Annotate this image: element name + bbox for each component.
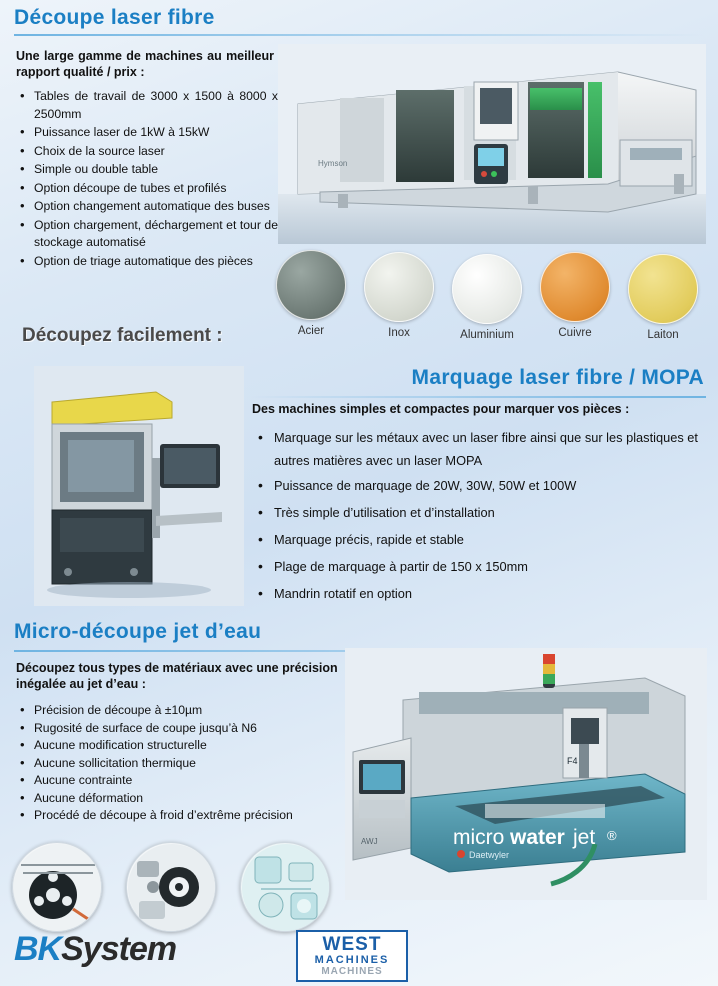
section-title-waterjet: Micro-découpe jet d’eau xyxy=(14,620,262,643)
material-disc xyxy=(540,252,610,322)
list-item: • Tables de travail de 3000 x 1500 à 8000 x 2500mm xyxy=(16,88,278,123)
material-disc xyxy=(364,252,434,322)
list-item: • Puissance laser de 1kW à 15kW xyxy=(16,124,278,142)
laser-marking-bullet-list xyxy=(252,426,704,607)
material-label: Acier xyxy=(297,325,325,337)
footer-brand-suffix: ystem xyxy=(82,930,177,968)
material-disc xyxy=(276,250,346,320)
material-swatch-laiton xyxy=(624,254,702,341)
material-swatch-cuivre xyxy=(536,252,614,339)
waterjet-side-label: AWJ xyxy=(361,837,378,846)
list-item: • Option chargement, déchargement et tour de stockage automatisé xyxy=(16,217,278,252)
list-item: • Option de triage automatique des pièces xyxy=(16,253,278,271)
material-label: Aluminium xyxy=(460,329,514,341)
list-item: • Marquage précis, rapide et stable xyxy=(252,526,704,553)
sample-part-3 xyxy=(240,842,330,932)
material-swatch-group xyxy=(272,250,706,350)
list-item: • Puissance de marquage de 20W, 30W, 50W et 100W xyxy=(252,472,704,499)
title-rule-1 xyxy=(14,34,704,36)
sample-part-2 xyxy=(126,842,216,932)
west-logo-line1: WEST xyxy=(322,934,382,955)
list-item: • Très simple d’utilisation et d’installation xyxy=(252,499,704,526)
material-swatch-acier xyxy=(272,250,350,337)
list-item: • Aucune contrainte xyxy=(16,772,364,790)
laser-marking-intro: Des machines simples et compactes pour marquer vos pièces : xyxy=(252,402,630,416)
sample-part-1 xyxy=(12,842,102,932)
list-item: • Option découpe de tubes et profilés xyxy=(16,180,278,198)
west-logo-line3: MACHINES xyxy=(321,966,383,977)
list-item: • Aucune déformation xyxy=(16,790,364,808)
waterjet-logo-micro: micro xyxy=(453,826,505,849)
waterjet-brand-label: Daetwyler xyxy=(469,850,510,860)
sample-part-1-illustration xyxy=(13,843,102,932)
laser-cutting-subtitle: Découpez facilement : xyxy=(22,325,223,346)
west-logo-line2: MACHINES xyxy=(314,954,390,966)
list-item: • Précision de découpe à ±10µm xyxy=(16,702,364,720)
list-item: • Choix de la source laser xyxy=(16,143,278,161)
waterjet-intro: Découpez tous types de matériaux avec une précision inégalée au jet d’eau : xyxy=(16,661,338,691)
list-item: • Plage de marquage à partir de 150 x 150mm xyxy=(252,553,704,580)
list-item: • Rugosité de surface de coupe jusqu’à N6 xyxy=(16,720,364,738)
sample-parts-group xyxy=(6,840,354,936)
list-item: • Simple ou double table xyxy=(16,161,278,179)
list-item: • Marquage sur les métaux avec un laser fibre ainsi que sur les plastiques et autres matières avec un laser MOPA xyxy=(252,426,704,472)
waterjet-logo-mark: ® xyxy=(607,828,617,843)
waterjet-logo-water: water xyxy=(510,826,565,849)
list-item: • Aucune sollicitation thermique xyxy=(16,755,364,773)
laser-marking-machine-image xyxy=(34,366,244,606)
waterjet-logo-jet: jet xyxy=(573,826,596,849)
waterjet-panel-label: F4 xyxy=(567,756,578,766)
material-label: Inox xyxy=(388,327,410,339)
laser-cutting-machine-image xyxy=(278,44,706,244)
waterjet-machine-image xyxy=(345,648,707,900)
list-item: • Mandrin rotatif en option xyxy=(252,580,704,607)
footer-brand-prefix: BK xyxy=(14,930,62,968)
material-swatch-aluminium xyxy=(448,254,526,341)
list-item: • Procédé de découpe à froid d’extrême précision xyxy=(16,807,364,825)
material-swatch-inox xyxy=(360,252,438,339)
material-label: Laiton xyxy=(647,329,679,341)
footer-brand-dark: S xyxy=(61,930,83,968)
waterjet-bullet-list xyxy=(16,702,364,825)
section-title-laser-cutting: Découpe laser fibre xyxy=(14,6,215,29)
sample-part-3-illustration xyxy=(241,843,330,932)
sample-part-2-illustration xyxy=(127,843,216,932)
laser-cutting-intro: Une large gamme de machines au meilleur rapport qualité / prix : xyxy=(16,49,274,79)
laser-cutting-bullet-list xyxy=(16,88,278,271)
material-disc xyxy=(628,254,698,324)
list-item: • Option changement automatique des buses xyxy=(16,198,278,216)
title-rule-2 xyxy=(250,396,706,398)
footer-brand xyxy=(14,930,176,969)
machine-brand-label: Hymson xyxy=(318,159,348,168)
material-disc xyxy=(452,254,522,324)
west-machines-logo xyxy=(296,930,408,982)
material-label: Cuivre xyxy=(558,327,592,339)
list-item: • Aucune modification structurelle xyxy=(16,737,364,755)
section-title-laser-marking: Marquage laser fibre / MOPA xyxy=(411,366,704,389)
